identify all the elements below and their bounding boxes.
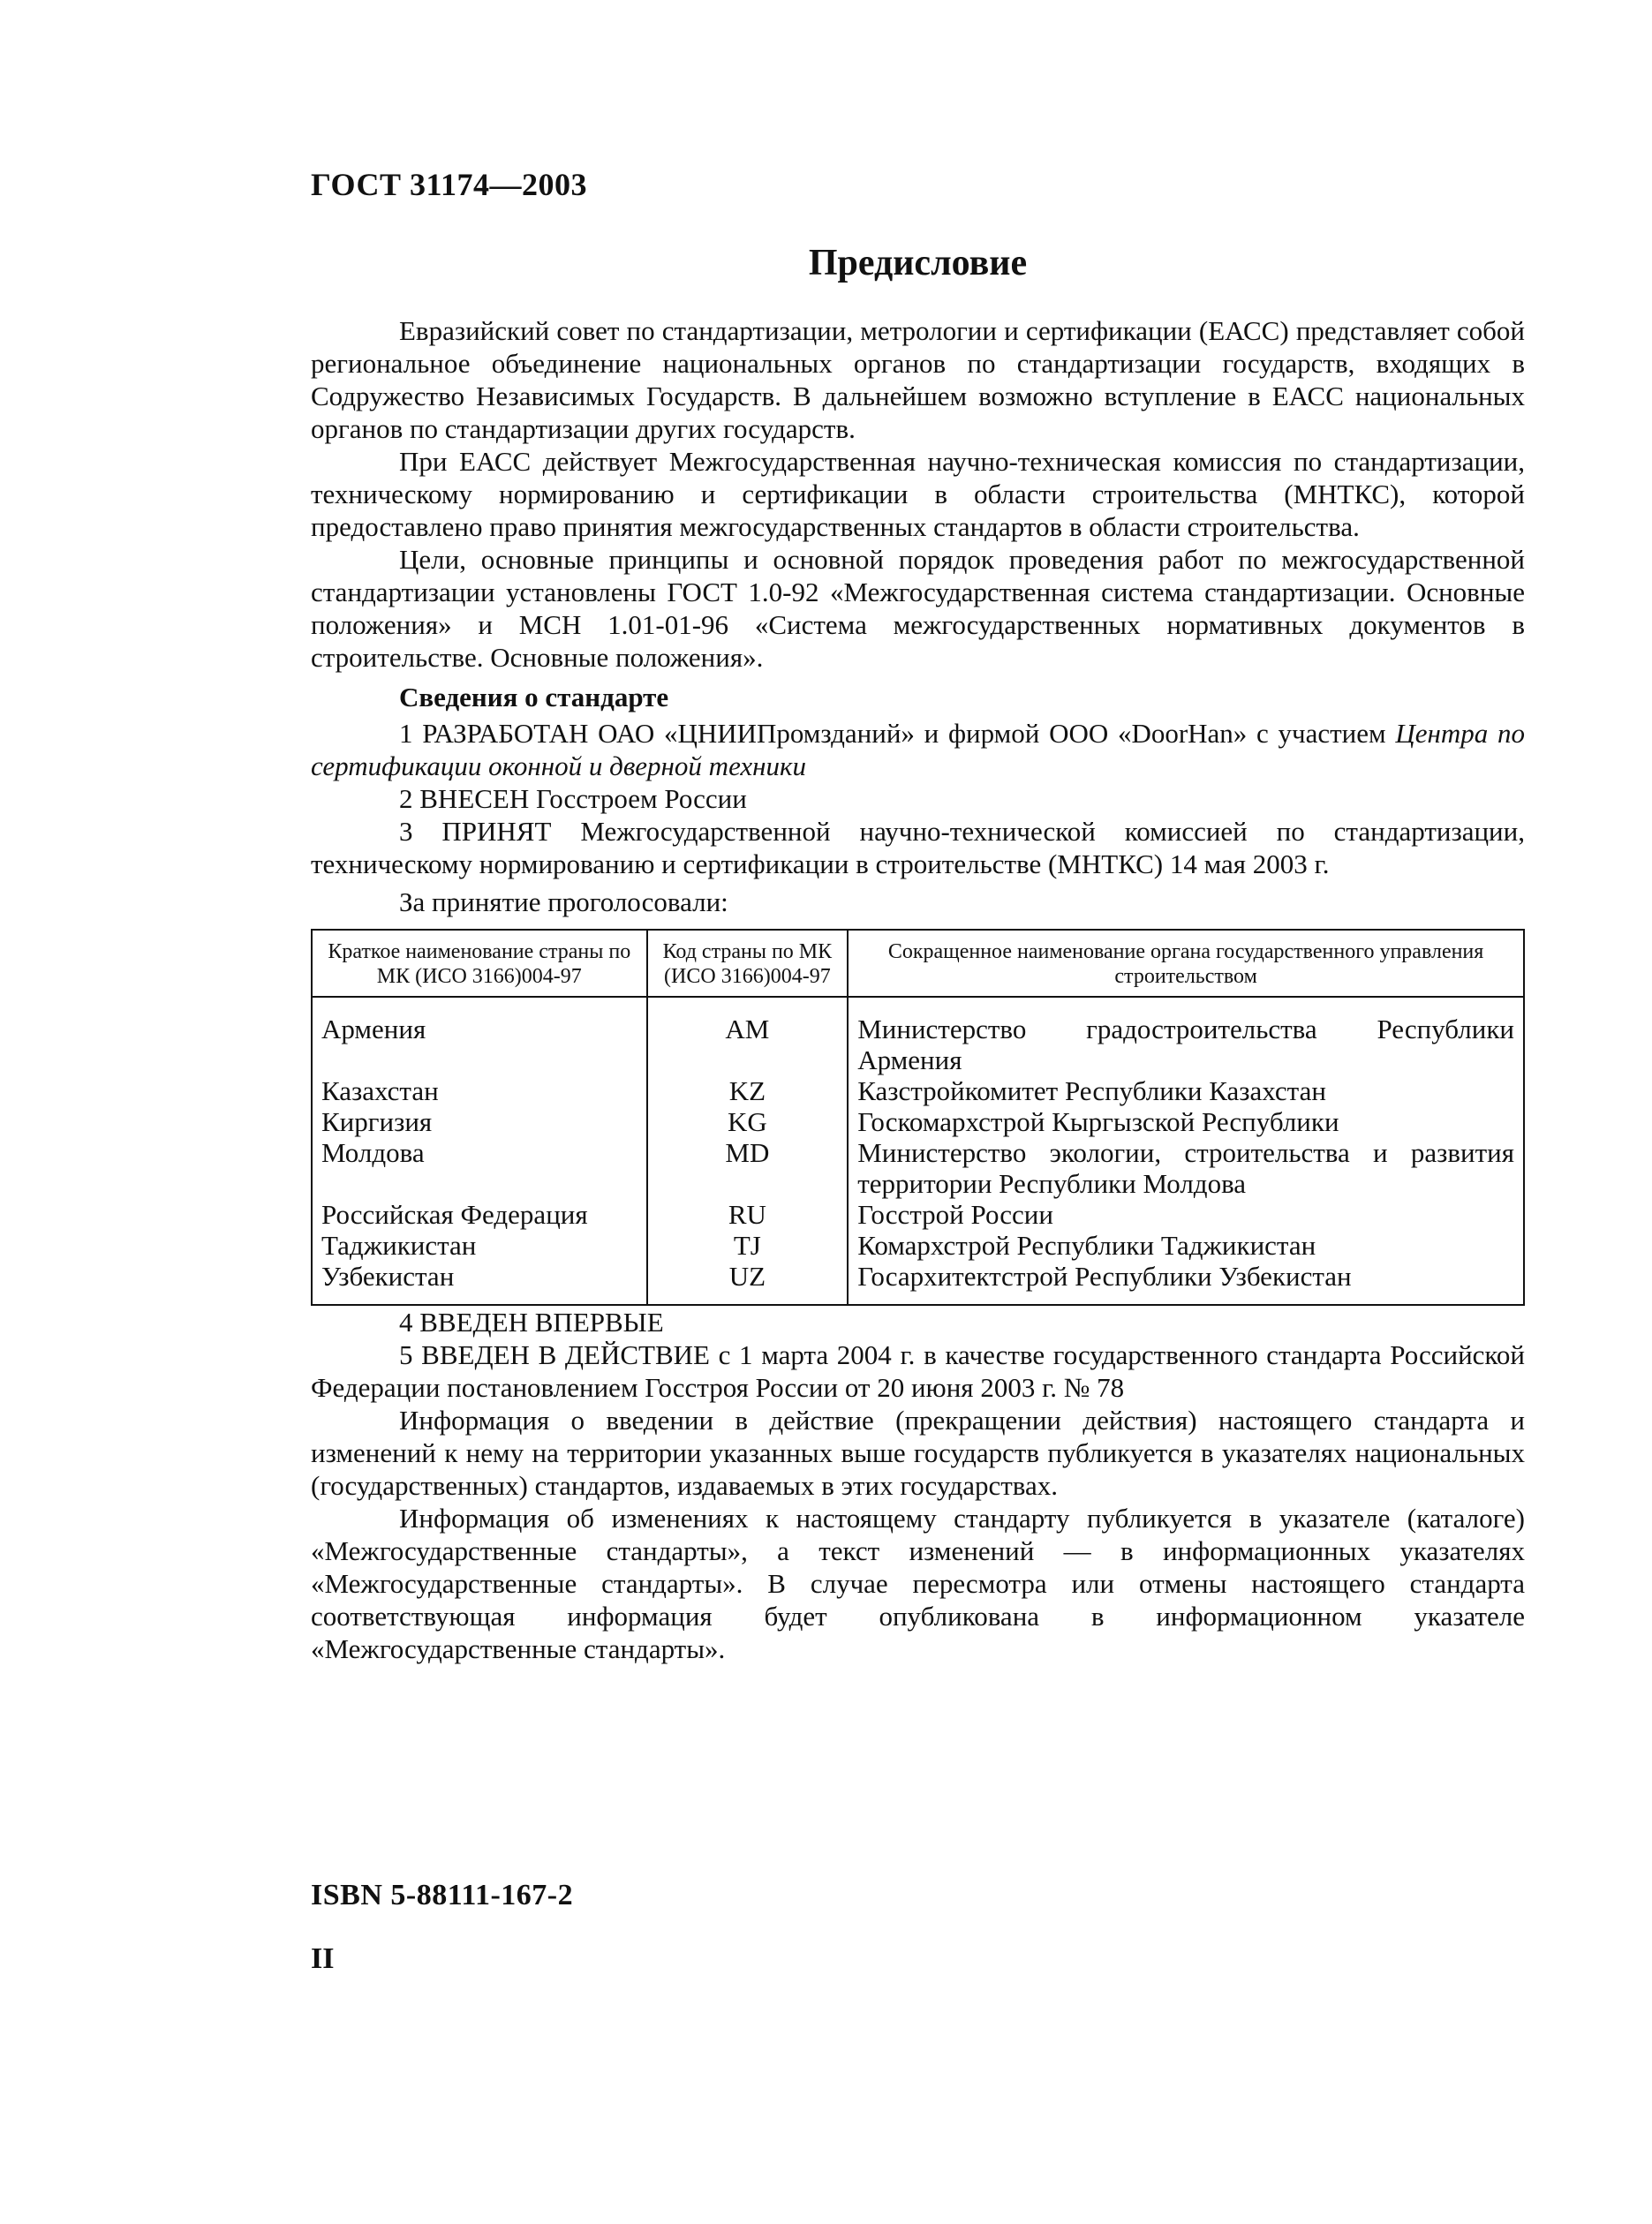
organ-cell: Министерство градостроительства Республики Армения: [848, 997, 1524, 1075]
code-cell: KG: [647, 1106, 849, 1137]
table-row: [312, 1106, 1524, 1137]
header-organ: Сокращенное наименование органа государственного управления строительством: [848, 930, 1524, 997]
organ-cell: Госкомархстрой Кыргызской Республики: [848, 1106, 1524, 1137]
country-cell: Казахстан: [312, 1075, 647, 1106]
document-number: ГОСТ 31174—2003: [311, 167, 587, 202]
foreword-body: [311, 314, 1525, 1665]
standard-info-heading: Сведения о стандарте: [399, 682, 669, 712]
votes-intro: За принятие проголосовали:: [399, 886, 728, 917]
item-developed-italic: Центра по сертификации оконной и дверной техники: [311, 718, 1526, 781]
header-country: Краткое наименование страны по МК (ИСО 3166)004-97: [312, 930, 647, 997]
organ-cell: Казстройкомитет Республики Казахстан: [848, 1075, 1524, 1106]
country-cell: Российская Федерация: [312, 1199, 647, 1230]
country-cell: Узбекистан: [312, 1261, 647, 1305]
votes-table: [311, 929, 1525, 1306]
table-row: [312, 1199, 1524, 1230]
page-title: Предисловие: [808, 243, 1028, 283]
country-cell: Молдова: [312, 1137, 647, 1199]
paragraph-info-introduction: Информация о введении в действие (прекращении действия) настоящего стандарта и изменений к нему на территории указанных выше государств публикуется в указателях национальных (государственных) стандартов, издаваемых в этих государствах.: [311, 1405, 1525, 1501]
country-cell: Киргизия: [312, 1106, 647, 1137]
paragraph-mntks: При ЕАСС действует Межгосударственная научно-техническая комиссия по стандартизации, техническому нормированию и сертификации в области строительства (МНТКС), которой предоставлено право принятия межгосударственных стандартов в области строительства.: [311, 446, 1525, 542]
organ-cell: Комархстрой Республики Таджикистан: [848, 1230, 1524, 1261]
table-row: [312, 997, 1524, 1075]
item-first-introduced: 4 ВВЕДЕН ВПЕРВЫЕ: [399, 1307, 664, 1338]
table-row: [312, 1075, 1524, 1106]
paragraph-info-changes: Информация об изменениях к настоящему стандарту публикуется в указателе (каталоге) «Межгосударственные стандарты», а текст изменений — в информационных указателях «Межгосударственные стандарты». В случае пересмотра или отмены настоящего стандарта соответствующая информация будет опубликована в информационном указателе «Межгосударственные стандарты».: [311, 1503, 1525, 1664]
code-cell: TJ: [647, 1230, 849, 1261]
table-row: [312, 1230, 1524, 1261]
code-cell: KZ: [647, 1075, 849, 1106]
item-adopted: 3 ПРИНЯТ Межгосударственной научно-технической комиссией по стандартизации, техническому нормированию и сертификации в строительстве (МНТКС) 14 мая 2003 г.: [311, 816, 1525, 879]
item-developed: [311, 717, 1525, 782]
page-number: II: [311, 1942, 335, 1975]
code-cell: MD: [647, 1137, 849, 1199]
organ-cell: Госстрой России: [848, 1199, 1524, 1230]
item-submitted: 2 ВНЕСЕН Госстроем России: [399, 783, 747, 814]
country-cell: Армения: [312, 997, 647, 1075]
code-cell: AM: [647, 997, 849, 1075]
code-cell: UZ: [647, 1261, 849, 1305]
organ-cell: Министерство экологии, строительства и развития территории Республики Молдова: [848, 1137, 1524, 1199]
paragraph-eass: Евразийский совет по стандартизации, метрологии и сертификации (ЕАСС) представляет собой региональное объединение национальных органов по стандартизации государств, входящих в Содружество Независимых Государств. В дальнейшем возможно вступление в ЕАСС национальных органов по стандартизации других государств.: [311, 315, 1525, 444]
country-cell: Таджикистан: [312, 1230, 647, 1261]
organ-cell: Госархитектстрой Республики Узбекистан: [848, 1261, 1524, 1305]
votes-table-header: [312, 930, 1524, 997]
table-row: [312, 1261, 1524, 1305]
isbn: ISBN 5-88111-167-2: [311, 1879, 574, 1911]
paragraph-goals: Цели, основные принципы и основной порядок проведения работ по межгосударственной стандартизации установлены ГОСТ 1.0-92 «Межгосударственная система стандартизации. Основные положения» и МСН 1.01-01-96 «Система межгосударственных нормативных документов в строительстве. Основные положения».: [311, 544, 1525, 673]
item-effective: 5 ВВЕДЕН В ДЕЙСТВИЕ с 1 марта 2004 г. в качестве государственного стандарта Российской Федерации постановлением Госстроя России от 20 июня 2003 г. № 78: [311, 1339, 1525, 1403]
code-cell: RU: [647, 1199, 849, 1230]
header-code: Код страны по МК (ИСО 3166)004-97: [647, 930, 849, 997]
table-row: [312, 1137, 1524, 1199]
item-developed-text: 1 РАЗРАБОТАН ОАО «ЦНИИПромзданий» и фирмой ООО «DoorHan» с участием: [399, 718, 1386, 749]
